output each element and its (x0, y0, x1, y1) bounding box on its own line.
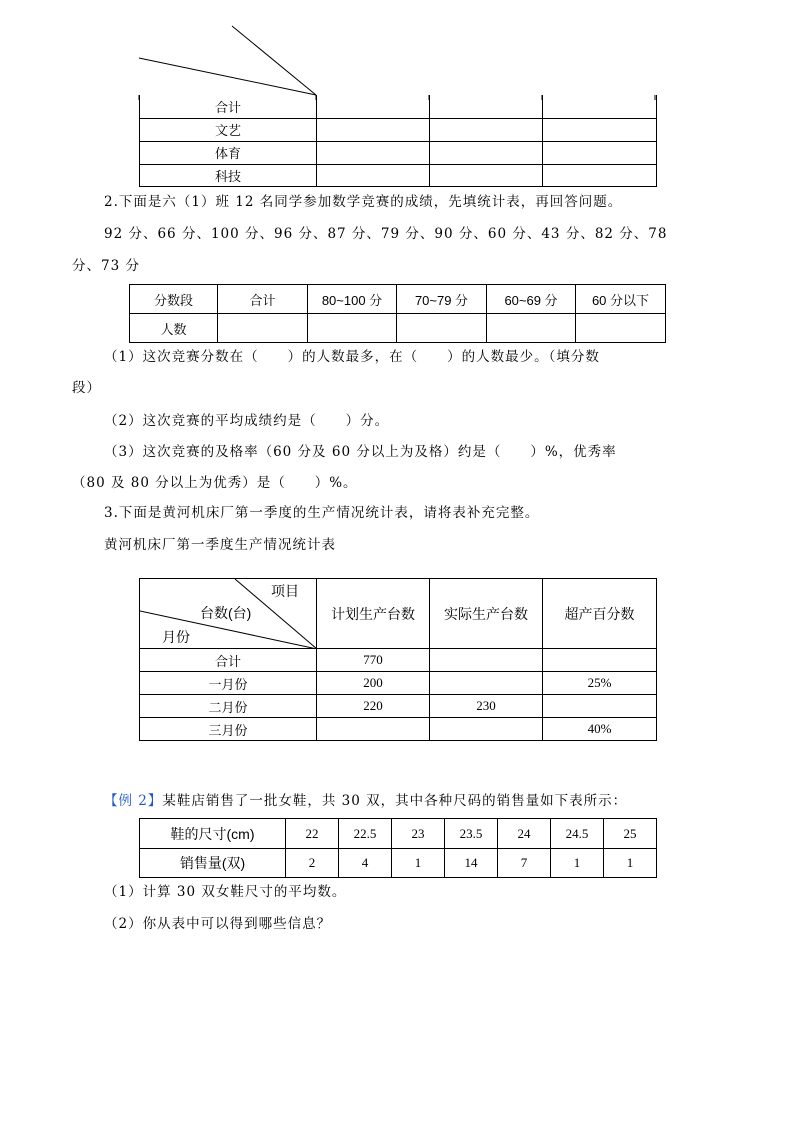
header-cell: 60~69 分 (487, 285, 576, 314)
header-cell: 80~100 分 (308, 285, 397, 314)
q3-title: 3.下面是黄河机床厂第一季度的生产情况统计表，请将表补充完整。 (104, 505, 540, 521)
percent-cell[interactable]: 40% (543, 718, 657, 741)
q2-scores-line1: 92 分、66 分、100 分、96 分、87 分、79 分、90 分、60 分、43 分、82 分、78 (104, 226, 668, 242)
plan-cell[interactable]: 770 (317, 649, 430, 672)
cell[interactable] (308, 314, 397, 343)
cell[interactable] (218, 314, 308, 343)
example2-line (104, 789, 627, 809)
q2-sub3-line1: （3）这次竞赛的及格率（60 分及 60 分以上为及格）约是（ ）%，优秀率 (104, 444, 617, 460)
sales-cell: 1 (392, 849, 445, 878)
row-label: 科技 (140, 164, 317, 186)
production-table (139, 578, 657, 741)
header-cell: 合计 (218, 285, 308, 314)
diag-top-label: 项目 (271, 583, 299, 599)
q3-caption: 黄河机床厂第一季度生产情况统计表 (104, 537, 336, 553)
q2-sub2: （2）这次竞赛的平均成绩约是（ ）分。 (104, 413, 390, 429)
row-label: 销售量(双) (140, 849, 286, 878)
header-cell: 分数段 (130, 285, 218, 314)
row-label: 文艺 (140, 118, 317, 141)
q2-sub3-line2: （80 及 80 分以上为优秀）是（ ）%。 (72, 475, 358, 491)
plan-cell[interactable] (317, 718, 430, 741)
size-cell: 22 (286, 819, 339, 849)
size-cell: 25 (604, 819, 657, 849)
score-table (129, 284, 666, 343)
cell[interactable] (576, 314, 666, 343)
cell[interactable] (543, 141, 657, 164)
example2-tag: 【例 2】 (104, 793, 163, 809)
diag-bottom-label: 月份 (162, 629, 190, 645)
example2-q1: （1）计算 30 双女鞋尺寸的平均数。 (104, 884, 347, 900)
percent-cell[interactable] (543, 695, 657, 718)
cell[interactable] (317, 95, 430, 118)
cell[interactable] (430, 164, 543, 186)
actual-cell[interactable]: 230 (430, 695, 543, 718)
cell[interactable] (317, 118, 430, 141)
example2-q2: （2）你从表中可以得到哪些信息？ (104, 916, 332, 932)
q2-scores-line2: 分、73 分 (72, 258, 140, 274)
cell[interactable] (317, 164, 430, 186)
sales-cell: 2 (286, 849, 339, 878)
q2-sub1-line2: 段） (72, 380, 101, 396)
size-cell: 24 (498, 819, 551, 849)
sales-cell: 4 (339, 849, 392, 878)
size-cell: 23 (392, 819, 445, 849)
size-cell: 22.5 (339, 819, 392, 849)
row-label: 二月份 (140, 695, 317, 718)
sales-cell: 14 (445, 849, 498, 878)
cell[interactable] (543, 95, 657, 118)
cell[interactable] (430, 141, 543, 164)
row-label: 合计 (140, 649, 317, 672)
sales-cell: 7 (498, 849, 551, 878)
percent-cell[interactable] (543, 649, 657, 672)
row-label: 三月份 (140, 718, 317, 741)
actual-cell[interactable] (430, 672, 543, 695)
cell[interactable] (487, 314, 576, 343)
q2-sub1-line1: （1）这次竞赛分数在（ ）的人数最多，在（ ）的人数最少。（填分数 (104, 349, 600, 365)
diagonal-header-cell (140, 579, 317, 649)
cell[interactable] (543, 118, 657, 141)
diag-mid-label: 台数(台) (200, 605, 252, 621)
row-label: 人数 (130, 314, 218, 343)
row-label: 体育 (140, 141, 317, 164)
q2-title: 2.下面是六（1）班 12 名同学参加数学竞赛的成绩，先填统计表，再回答问题。 (104, 194, 623, 210)
percent-cell[interactable]: 25% (543, 672, 657, 695)
header-cell: 实际生产台数 (430, 579, 543, 649)
plan-cell[interactable]: 200 (317, 672, 430, 695)
size-cell: 23.5 (445, 819, 498, 849)
example2-text: 某鞋店销售了一批女鞋，共 30 双，其中各种尺码的销售量如下表所示： (162, 793, 628, 809)
cell[interactable] (543, 164, 657, 186)
header-cell: 60 分以下 (576, 285, 666, 314)
cell[interactable] (430, 95, 543, 118)
header-cell: 超产百分数 (543, 579, 657, 649)
cell[interactable] (317, 141, 430, 164)
row-label: 合计 (140, 95, 317, 118)
size-cell: 24.5 (551, 819, 604, 849)
sales-cell: 1 (604, 849, 657, 878)
header-cell: 计划生产台数 (317, 579, 430, 649)
actual-cell[interactable] (430, 649, 543, 672)
sales-cell: 1 (551, 849, 604, 878)
actual-cell[interactable] (430, 718, 543, 741)
table1-diagonal-lines (0, 0, 794, 100)
shoe-table (139, 818, 657, 878)
cell[interactable] (430, 118, 543, 141)
row-label: 一月份 (140, 672, 317, 695)
plan-cell[interactable]: 220 (317, 695, 430, 718)
header-cell: 70~79 分 (397, 285, 487, 314)
cell[interactable] (397, 314, 487, 343)
category-table (139, 95, 657, 187)
row-label: 鞋的尺寸(cm) (140, 819, 286, 849)
